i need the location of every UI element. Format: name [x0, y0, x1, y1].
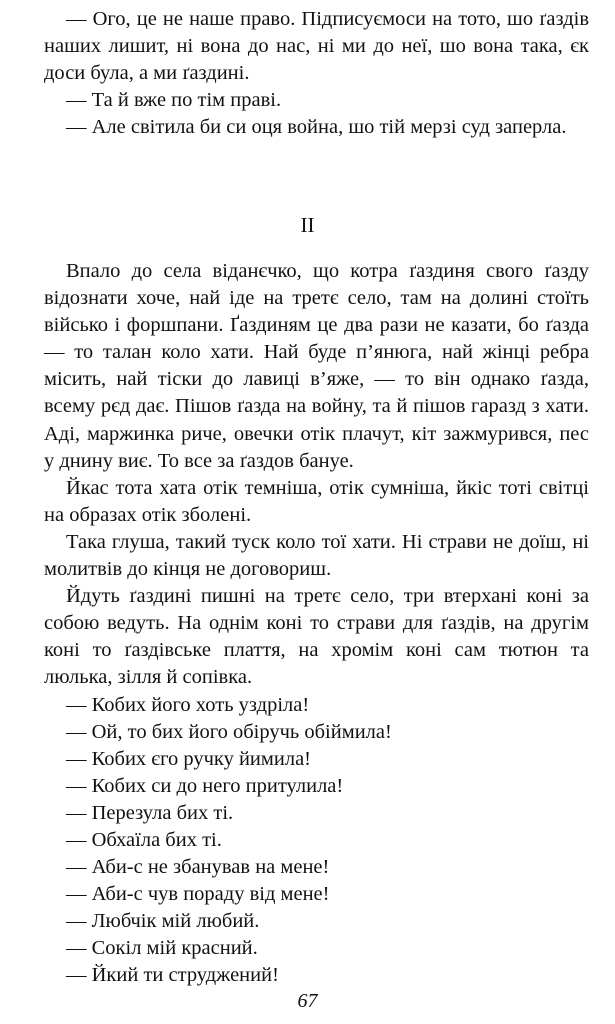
- dialogue-line: — Любчік мій любий.: [66, 910, 260, 933]
- paragraph: Йкас тота хата отік темніша, отік сумніша, йкіс тоті світці на образах отік зболені.: [44, 476, 589, 526]
- main-text-block: [44, 258, 589, 990]
- chapter-heading: II: [300, 213, 315, 237]
- dialogue-line: — Йкий ти струджений!: [66, 964, 279, 987]
- dialogue-line: — Перезула бих ті.: [66, 801, 234, 824]
- dialogue-line: — Кобих єго ручку йимила!: [66, 747, 311, 770]
- dialogue-line: — Аби-с чув пораду від мене!: [66, 883, 330, 906]
- paragraph: — Та й вже по тім праві.: [66, 89, 282, 112]
- dialogue-line: — Сокіл мій красний.: [66, 937, 258, 960]
- dialogue-line: — Аби-с не збанував на мене!: [66, 856, 330, 879]
- dialogue-line: — Кобих си до него притулила!: [66, 774, 344, 797]
- dialogue-line: — Обхаїла бих ті.: [66, 828, 222, 851]
- paragraph: Впало до села віданєчко, що котра ґаздиня свого ґазду відознати хоче, най іде на третє село, там на долині стоїть військо і форшпани. Ґаздиням це два рази не казати, бо ґазда — то талан коло хати. Най буде п’янюга, най жінці ребра місить, най тіски до лавиці в’яже, — то він однако ґазда, всему рєд дає. Пішов ґазда на войну, та й пішов гаразд з хати. Аді, маржинка риче, овечки отік плачут, кіт зажмурився, пес у днину виє. То все за ґаздов бануе.: [44, 260, 589, 472]
- page-number: 67: [297, 990, 318, 1012]
- dialogue-line: — Ой, то бих його обіручь обіймила!: [66, 720, 392, 743]
- paragraph: — Але світила би си оця война, шо тій мерзі суд заперла.: [66, 116, 567, 139]
- top-text-block: [44, 6, 589, 141]
- paragraph: Йдуть ґаздині пишні на третє село, три втерхані коні за собою ведуть. На однім коні то страви для ґаздів, на другім коні то ґаздівське плаття, на хромім коні сам тютюн та люлька, зілля й сопівка.: [44, 585, 589, 689]
- paragraph: Така глуша, такий туск коло тої хати. Ні страви не доїш, ні молитвів до кінця не договориш.: [44, 530, 589, 581]
- paragraph: — Ого, це не наше право. Підписуємоси на тото, шо ґаздів наших лишит, ні вона до нас, ні ми до неї, шо вона така, єк доси була, а ми ґаздині.: [44, 8, 589, 85]
- dialogue-line: — Кобих його хоть уздріла!: [66, 693, 310, 716]
